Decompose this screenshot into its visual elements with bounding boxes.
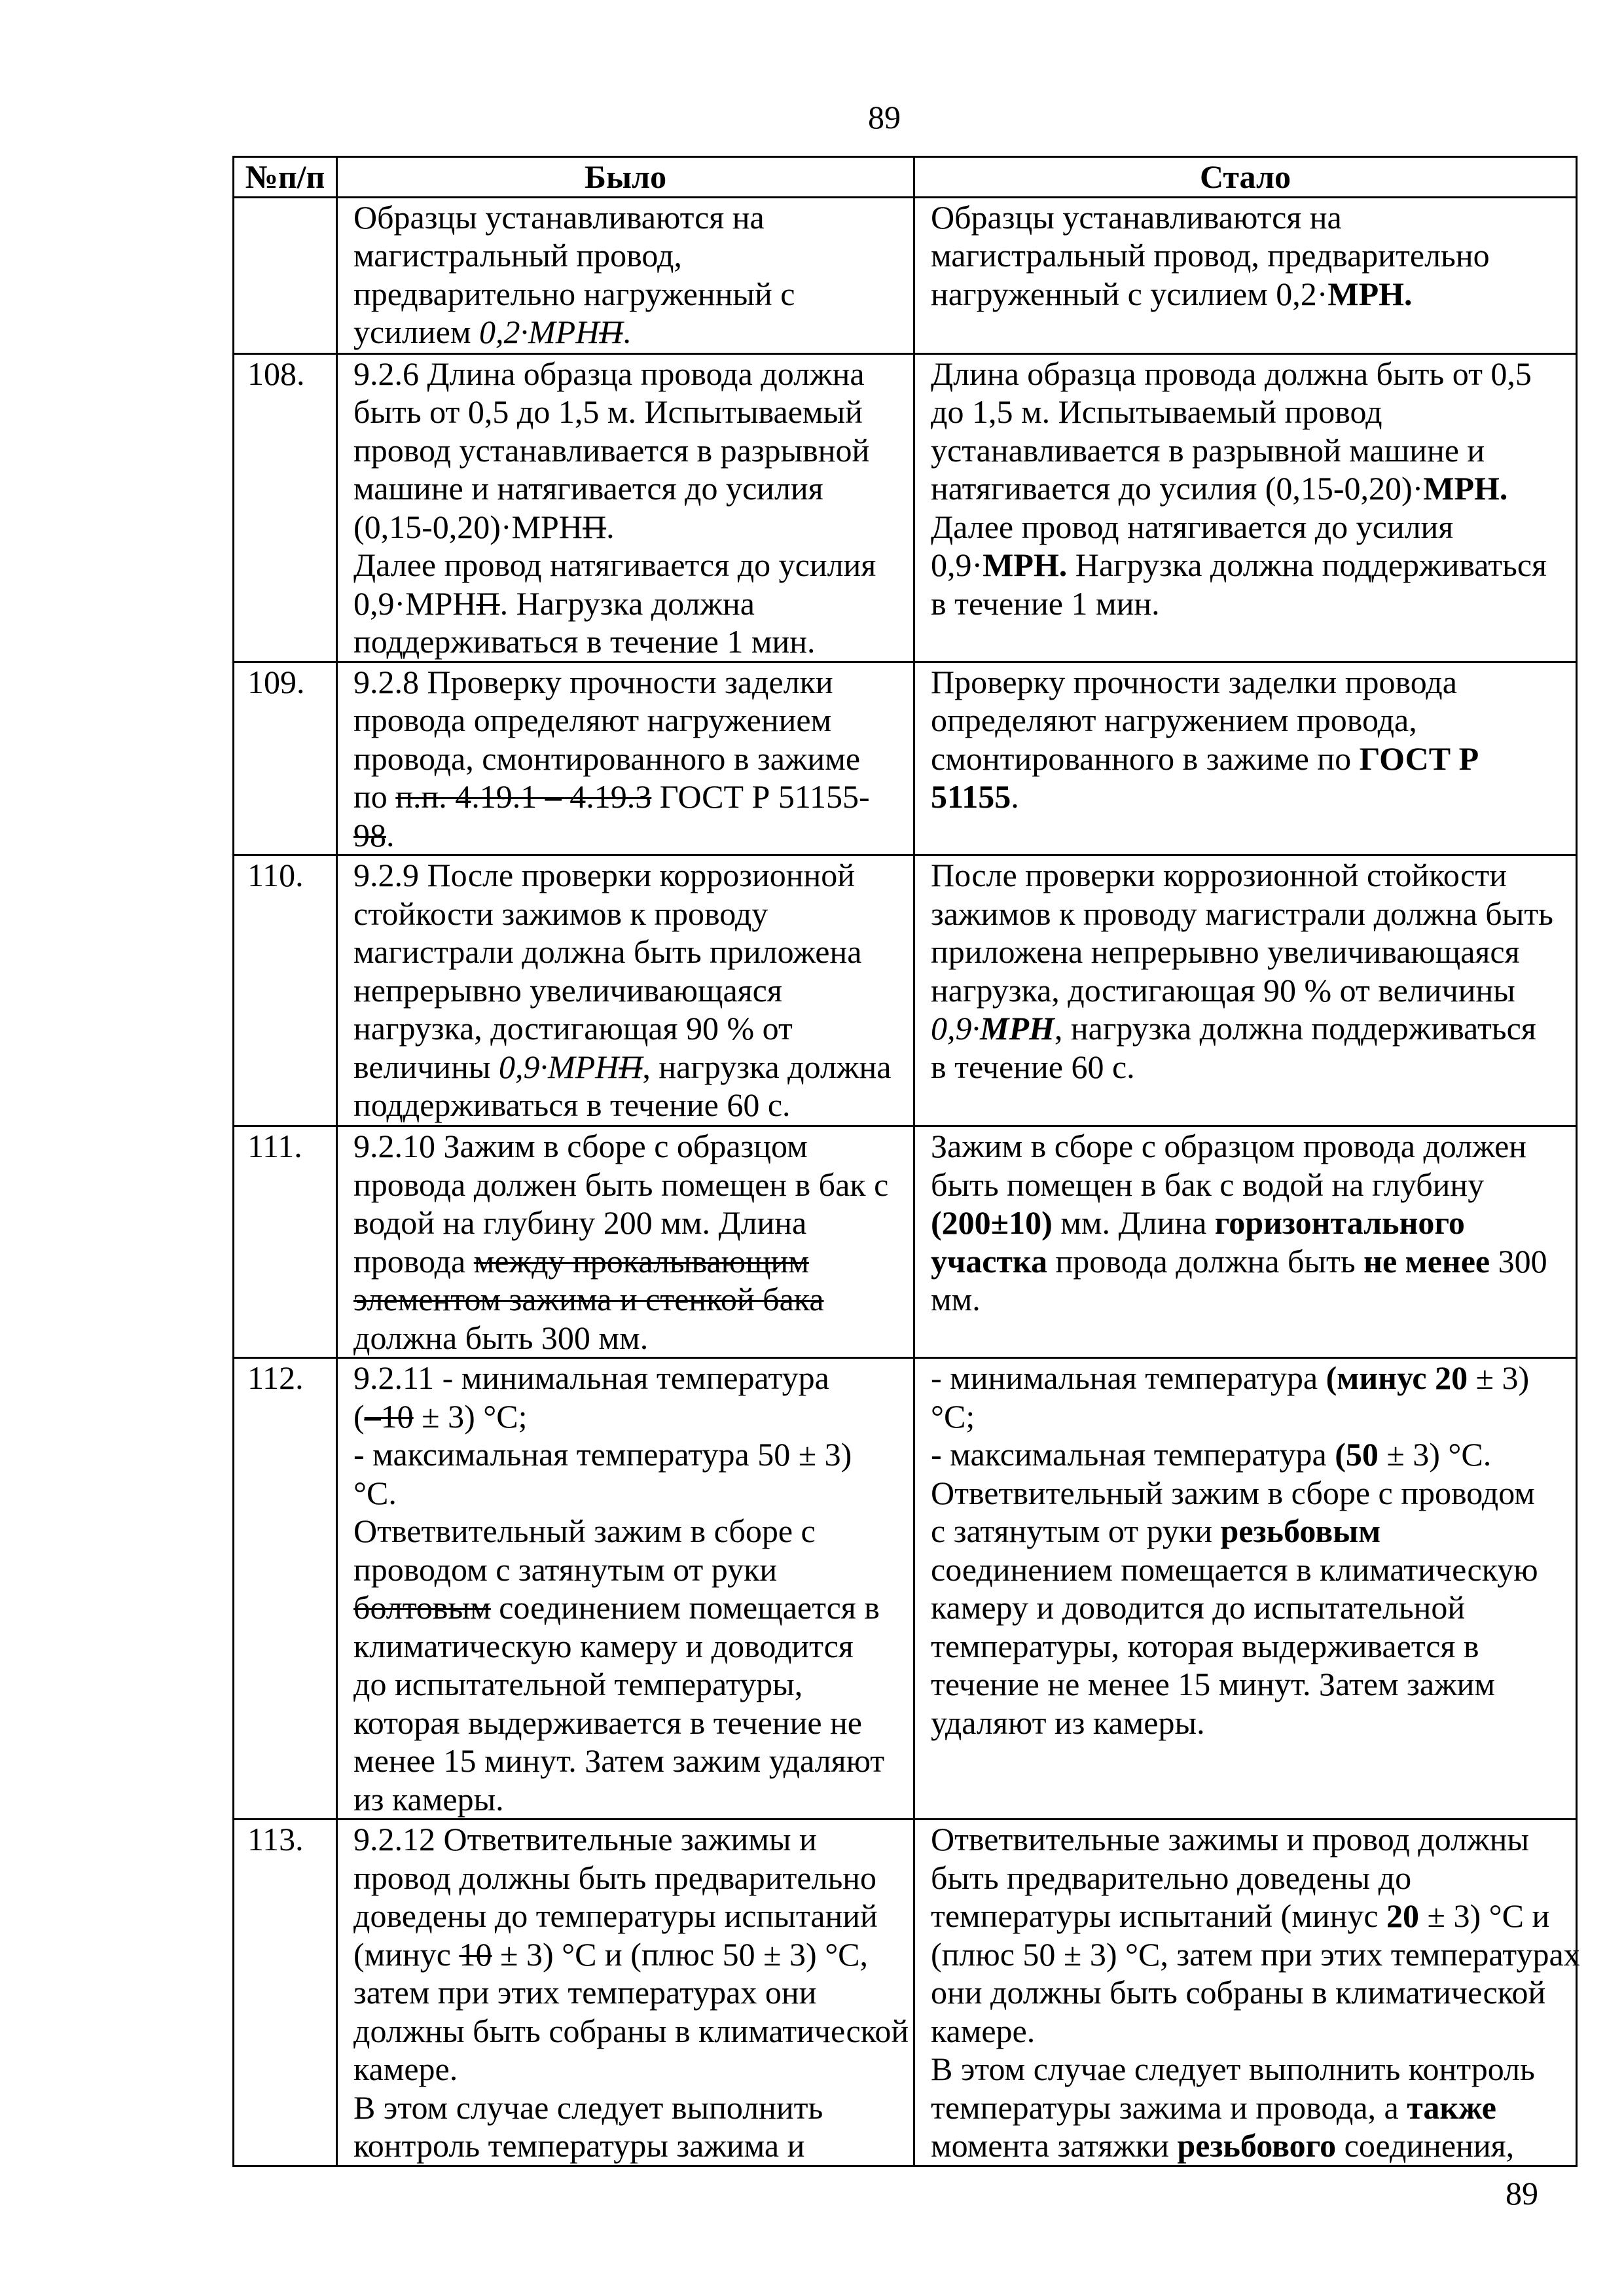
text-line	[931, 2050, 1566, 2089]
cell-new-text	[914, 662, 1577, 855]
struck-text: между прокалывающим	[473, 1242, 809, 1280]
bold-text: (200±10)	[931, 1204, 1053, 1241]
text-segment: с затянутым от руки	[931, 1513, 1221, 1549]
text-line	[931, 701, 1566, 740]
text-line	[931, 1280, 1566, 1319]
header-number: №п/п	[234, 157, 337, 198]
text-segment: зажимов к проводу магистрали должна быть	[931, 895, 1553, 932]
text-segment: 300	[1490, 1242, 1547, 1280]
text-segment: контроль температуры зажима и	[353, 2127, 805, 2164]
text-line	[353, 1704, 904, 1742]
bold-text: участка	[931, 1242, 1048, 1280]
text-line	[931, 198, 1566, 237]
text-line	[931, 431, 1566, 470]
text-segment: 0,9·	[931, 547, 983, 583]
struck-text: –10	[364, 1397, 414, 1435]
text-segment: , нагрузка должна	[642, 1048, 892, 1085]
text-line	[931, 933, 1566, 971]
text-line	[353, 1435, 904, 1474]
text-line	[353, 1359, 904, 1397]
text-line	[931, 1859, 1566, 1897]
text-segment: °С;	[931, 1397, 975, 1435]
text-segment: мм. Длина	[1052, 1204, 1215, 1241]
text-segment: 0,9·МРН	[353, 584, 477, 622]
text-segment: непрерывно увеличивающаяся	[353, 971, 782, 1009]
bold-text: также	[1407, 2089, 1497, 2126]
text-line	[353, 1242, 904, 1281]
text-line	[353, 1397, 904, 1436]
text-line	[931, 1935, 1580, 1974]
text-segment: соединения,	[1336, 2127, 1515, 2164]
text-segment: удаляют из камеры.	[931, 1704, 1205, 1741]
cell-new-text	[914, 353, 1577, 662]
bold-text: резьбовым	[1220, 1513, 1381, 1549]
text-line	[931, 1242, 1566, 1281]
text-segment: . Нагрузка должна	[499, 584, 755, 622]
page-number-top: 89	[868, 99, 901, 135]
row-number: 111.	[234, 1126, 337, 1358]
text-line	[931, 1551, 1566, 1589]
text-segment: нагрузка, достигающая 90 % от	[353, 1010, 793, 1047]
text-segment: машине и натягивается до усилия	[353, 470, 823, 507]
text-segment: быть предварительно доведены до	[931, 1859, 1412, 1896]
text-segment: (минус	[353, 1935, 460, 1973]
text-segment: °С.	[353, 1474, 397, 1511]
text-segment: по	[353, 778, 396, 815]
text-segment: соединением помещается в климатическую	[931, 1551, 1538, 1588]
text-segment: температуры испытаний (минус	[931, 1897, 1387, 1934]
bold-text: (минус 20	[1326, 1359, 1468, 1396]
bold-text: МРН.	[983, 547, 1068, 583]
text-segment: магистрали должна быть приложена	[353, 933, 862, 970]
text-line	[353, 469, 904, 508]
struck-text: 10	[459, 1935, 492, 1973]
text-segment: провод должны быть предварительно	[353, 1859, 877, 1896]
bold-text: ГОСТ Р	[1359, 740, 1479, 777]
text-segment: которая выдерживается в течение не	[353, 1704, 863, 1741]
text-line	[931, 508, 1566, 547]
text-segment: быть от 0,5 до 1,5 м. Испытываемый	[353, 393, 863, 430]
text-segment: 9.2.8 Проверку прочности заделки	[353, 663, 833, 700]
text-line	[353, 971, 904, 1010]
table-row	[234, 855, 1577, 1126]
row-number: 109.	[234, 662, 337, 855]
cell-new-text	[914, 1820, 1580, 2166]
table-body	[234, 197, 1580, 2166]
text-segment: предварительно нагруженный с	[353, 275, 795, 312]
text-segment: провода	[353, 1242, 474, 1280]
text-line	[931, 275, 1566, 314]
text-line	[353, 1009, 904, 1048]
text-line	[353, 1204, 904, 1242]
text-segment: мм.	[931, 1281, 981, 1318]
text-segment: водой на глубину 200 мм. Длина	[353, 1204, 807, 1241]
row-number	[234, 197, 337, 353]
text-segment: Длина образца провода должна быть от 0,5	[931, 355, 1532, 392]
text-line	[353, 1127, 904, 1166]
text-line	[353, 1086, 904, 1124]
struck-text: болтовым	[353, 1589, 491, 1626]
text-line	[353, 1665, 904, 1704]
text-line	[353, 663, 904, 702]
table-row	[234, 1358, 1577, 1820]
text-segment: магистральный провод, предварительно	[931, 237, 1490, 274]
text-segment: провода, смонтированного в зажиме	[353, 740, 861, 777]
cell-old-text	[337, 1358, 914, 1820]
text-line	[931, 2089, 1566, 2127]
bold-text: 20	[1386, 1897, 1420, 1934]
text-segment: .	[386, 816, 395, 853]
text-segment: температуры зажима и провода, а	[931, 2089, 1407, 2126]
text-line	[353, 740, 904, 778]
text-line	[353, 1551, 904, 1589]
text-line	[931, 1665, 1566, 1704]
table-row	[234, 353, 1577, 662]
text-segment: ± 3) °С.	[1378, 1436, 1492, 1473]
text-segment: провод устанавливается в разрывной	[353, 431, 870, 469]
text-segment: .	[1011, 778, 1019, 815]
text-line	[353, 816, 904, 855]
struck-text: П	[619, 1048, 643, 1085]
text-segment: Далее провод натягивается до усилия	[353, 547, 876, 583]
text-line	[931, 393, 1566, 431]
text-line	[931, 1048, 1566, 1086]
text-line	[353, 1474, 904, 1513]
text-segment: усилием	[353, 314, 479, 350]
text-line	[353, 1319, 904, 1357]
text-line	[353, 236, 904, 275]
text-line	[931, 1588, 1566, 1627]
text-segment: доведены до температуры испытаний	[353, 1897, 878, 1934]
text-line	[931, 971, 1566, 1010]
text-line	[353, 1742, 904, 1780]
cell-old-text	[337, 1820, 914, 2166]
italic-text: 0,2·МРН	[479, 314, 600, 350]
text-segment: 9.2.6 Длина образца провода должна	[353, 355, 865, 392]
row-number: 110.	[234, 855, 337, 1126]
text-segment: (	[353, 1397, 365, 1435]
text-line	[931, 546, 1566, 584]
cell-old-text	[337, 662, 914, 855]
text-segment: в течение 1 мин.	[931, 584, 1160, 622]
text-segment: ± 3) °С и (плюс 50 ± 3) °С,	[492, 1935, 869, 1973]
text-line	[931, 856, 1566, 895]
table-header-row	[234, 157, 1577, 198]
text-segment: устанавливается в разрывной машине и	[931, 431, 1485, 469]
text-line	[931, 469, 1566, 508]
row-number: 113.	[234, 1820, 337, 2166]
text-segment: до 1,5 м. Испытываемый провод	[931, 393, 1382, 430]
text-segment: температуры, которая выдерживается в	[931, 1627, 1479, 1664]
text-line	[353, 622, 904, 661]
cell-new-text	[914, 855, 1577, 1126]
text-segment: .	[623, 314, 631, 350]
text-segment: провода определяют нагружением	[353, 702, 832, 738]
text-line	[353, 1280, 904, 1319]
text-segment: ± 3)	[1468, 1359, 1530, 1396]
text-segment: Зажим в сборе с образцом провода должен	[931, 1128, 1527, 1164]
text-line	[931, 1820, 1566, 1859]
text-line	[931, 355, 1566, 393]
text-line	[353, 856, 904, 895]
text-line	[931, 236, 1566, 275]
text-segment: поддерживаться в течение 1 мин.	[353, 623, 816, 660]
text-segment: течение не менее 15 минут. Затем зажим	[931, 1666, 1496, 1702]
text-segment: менее 15 минут. Затем зажим удаляют	[353, 1742, 885, 1779]
cell-old-text	[337, 353, 914, 662]
text-segment: , нагрузка должна поддерживаться	[1054, 1010, 1536, 1047]
text-line	[353, 1935, 904, 1974]
text-line	[353, 393, 904, 431]
text-segment: Образцы устанавливаются на	[931, 198, 1342, 236]
text-segment: определяют нагружением провода,	[931, 702, 1417, 738]
text-line	[353, 1897, 904, 1935]
text-line	[931, 1397, 1566, 1436]
text-line	[353, 2050, 904, 2089]
bold-text: не менее	[1363, 1242, 1490, 1280]
text-line	[353, 275, 904, 314]
text-line	[931, 584, 1566, 623]
cell-old-text	[337, 1126, 914, 1358]
text-segment: .	[606, 508, 615, 545]
italic-text: 0,9·МРН	[498, 1048, 619, 1085]
struck-text: П	[582, 508, 607, 545]
text-segment: магистральный провод,	[353, 237, 682, 274]
text-segment: 9.2.9 После проверки коррозионной	[353, 857, 856, 893]
row-number: 108.	[234, 353, 337, 662]
text-segment: должны быть собраны в климатической	[353, 2012, 909, 2049]
text-line	[353, 1973, 904, 2012]
text-line	[353, 933, 904, 971]
text-line	[931, 2012, 1566, 2051]
text-segment: стойкости зажимов к проводу	[353, 895, 768, 932]
text-segment: до испытательной температуры,	[353, 1666, 803, 1702]
text-segment: величины	[353, 1048, 499, 1085]
bold-text: резьбового	[1177, 2127, 1337, 2164]
text-line	[931, 1474, 1566, 1513]
text-line	[931, 663, 1566, 702]
text-line	[353, 355, 904, 393]
text-segment: ± 3) °С и	[1419, 1897, 1550, 1934]
text-segment: камере.	[353, 2051, 458, 2087]
text-segment: Ответвительные зажимы и провод должны	[931, 1821, 1529, 1857]
text-segment: смонтированного в зажиме по	[931, 740, 1360, 777]
text-line	[353, 1820, 904, 1859]
bold-text: 51155	[931, 778, 1011, 815]
cell-new-text	[914, 197, 1577, 353]
text-segment: Далее провод натягивается до усилия	[931, 508, 1454, 545]
text-segment: климатическую камеру и доводится	[353, 1627, 854, 1664]
text-segment: соединением помещается в	[490, 1589, 880, 1626]
italic-text: 0,9·	[931, 1010, 980, 1047]
text-segment: В этом случае следует выполнить контроль	[931, 2051, 1535, 2087]
text-line	[931, 1704, 1566, 1742]
table-row	[234, 1126, 1577, 1358]
text-line	[931, 1627, 1566, 1666]
text-segment: камеру и доводится до испытательной	[931, 1589, 1466, 1626]
text-line	[353, 1512, 904, 1551]
text-segment: провода должна быть	[1047, 1242, 1364, 1280]
text-line	[931, 1166, 1566, 1204]
struck-text: П	[599, 314, 623, 350]
text-segment: (плюс 50 ± 3) °С, затем при этих температурах	[931, 1935, 1580, 1973]
struck-text: элементом зажима и стенкой бака	[353, 1281, 824, 1318]
bold-text: МРН.	[1327, 275, 1413, 312]
row-number: 112.	[234, 1358, 337, 1820]
text-line	[353, 1048, 904, 1086]
text-segment: провода должен быть помещен в бак с	[353, 1166, 889, 1203]
header-old: Было	[337, 157, 914, 198]
table-row	[234, 1820, 1577, 2166]
text-segment: приложена непрерывно увеличивающаяся	[931, 933, 1520, 970]
struck-text: П	[476, 584, 500, 622]
table-row	[234, 197, 1577, 353]
bold-text: (50	[1335, 1436, 1379, 1473]
text-line	[931, 1435, 1566, 1474]
text-line	[353, 2012, 909, 2051]
text-line	[353, 198, 904, 237]
text-segment: Образцы устанавливаются на	[353, 198, 765, 236]
bold-text: МРН.	[1423, 470, 1508, 507]
text-segment: (0,15-0,20)·МРН	[353, 508, 583, 545]
table-row	[234, 662, 1577, 855]
text-segment: 9.2.12 Ответвительные зажимы и	[353, 1821, 817, 1857]
bold-text: МРН	[980, 1010, 1055, 1047]
text-segment: После проверки коррозионной стойкости	[931, 857, 1507, 893]
text-line	[931, 1512, 1566, 1551]
text-segment: нагрузка, достигающая 90 % от величины	[931, 971, 1515, 1009]
text-segment: ГОСТ Р 51155-	[651, 778, 870, 815]
changes-table	[232, 156, 1578, 2167]
text-line	[931, 740, 1566, 778]
text-line	[353, 546, 904, 584]
text-line	[353, 778, 904, 816]
text-line	[353, 584, 904, 623]
text-line	[353, 1859, 904, 1897]
text-segment: быть помещен в бак с водой на глубину	[931, 1166, 1485, 1203]
text-segment: Ответвительный зажим в сборе с проводом	[931, 1474, 1535, 1511]
text-line	[353, 2089, 904, 2127]
bold-text: горизонтального	[1214, 1204, 1465, 1241]
text-segment: Нагрузка должна поддерживаться	[1067, 547, 1547, 583]
text-line	[931, 1973, 1566, 2012]
text-segment: ± 3) °С;	[413, 1397, 528, 1435]
text-line	[353, 701, 904, 740]
text-segment: натягивается до усилия (0,15-0,20)·	[931, 470, 1424, 507]
text-segment: в течение 60 с.	[931, 1048, 1135, 1085]
struck-text: п.п. 4.19.1 – 4.19.3	[395, 778, 652, 815]
text-segment: 9.2.11 - минимальная температура	[353, 1359, 829, 1396]
cell-old-text	[337, 855, 914, 1126]
text-segment: затем при этих температурах они	[353, 1974, 817, 2011]
text-segment: момента затяжки	[931, 2127, 1178, 2164]
page-number-bottom: 89	[1506, 2175, 1538, 2212]
text-line	[353, 1627, 904, 1666]
text-segment: проводом с затянутым от руки	[353, 1551, 778, 1588]
text-line	[931, 1897, 1566, 1935]
header-new: Стало	[914, 157, 1577, 198]
text-line	[353, 508, 904, 547]
text-segment: - максимальная температура 50 ± 3)	[353, 1436, 852, 1473]
struck-text: 98	[353, 816, 386, 853]
text-line	[931, 1204, 1566, 1242]
text-segment: - максимальная температура	[931, 1436, 1335, 1473]
text-line	[353, 313, 904, 351]
text-line	[353, 1166, 904, 1204]
text-segment: из камеры.	[353, 1780, 504, 1818]
text-segment: 9.2.10 Зажим в сборе с образцом	[353, 1128, 808, 1164]
text-line	[931, 1127, 1566, 1166]
text-line	[353, 1780, 904, 1819]
text-segment: нагруженный с усилием 0,2·	[931, 275, 1328, 312]
text-segment: В этом случае следует выполнить	[353, 2089, 823, 2126]
text-line	[353, 1588, 904, 1627]
text-segment: должна быть 300 мм.	[353, 1319, 649, 1356]
text-line	[353, 431, 904, 470]
text-segment: они должны быть собраны в климатической	[931, 1974, 1546, 2011]
text-line	[931, 2126, 1566, 2165]
cell-old-text	[337, 197, 914, 353]
text-segment: камере.	[931, 2012, 1036, 2049]
text-line	[931, 778, 1566, 816]
text-line	[931, 1359, 1566, 1397]
text-segment: Проверку прочности заделки провода	[931, 663, 1457, 700]
text-line	[931, 1009, 1566, 1048]
text-segment: поддерживаться в течение 60 с.	[353, 1086, 791, 1123]
cell-new-text	[914, 1126, 1577, 1358]
text-line	[353, 2126, 904, 2165]
text-segment: Ответвительный зажим в сборе с	[353, 1513, 816, 1549]
text-line	[353, 895, 904, 933]
text-segment: - минимальная температура	[931, 1359, 1326, 1396]
text-line	[931, 895, 1566, 933]
cell-new-text	[914, 1358, 1577, 1820]
